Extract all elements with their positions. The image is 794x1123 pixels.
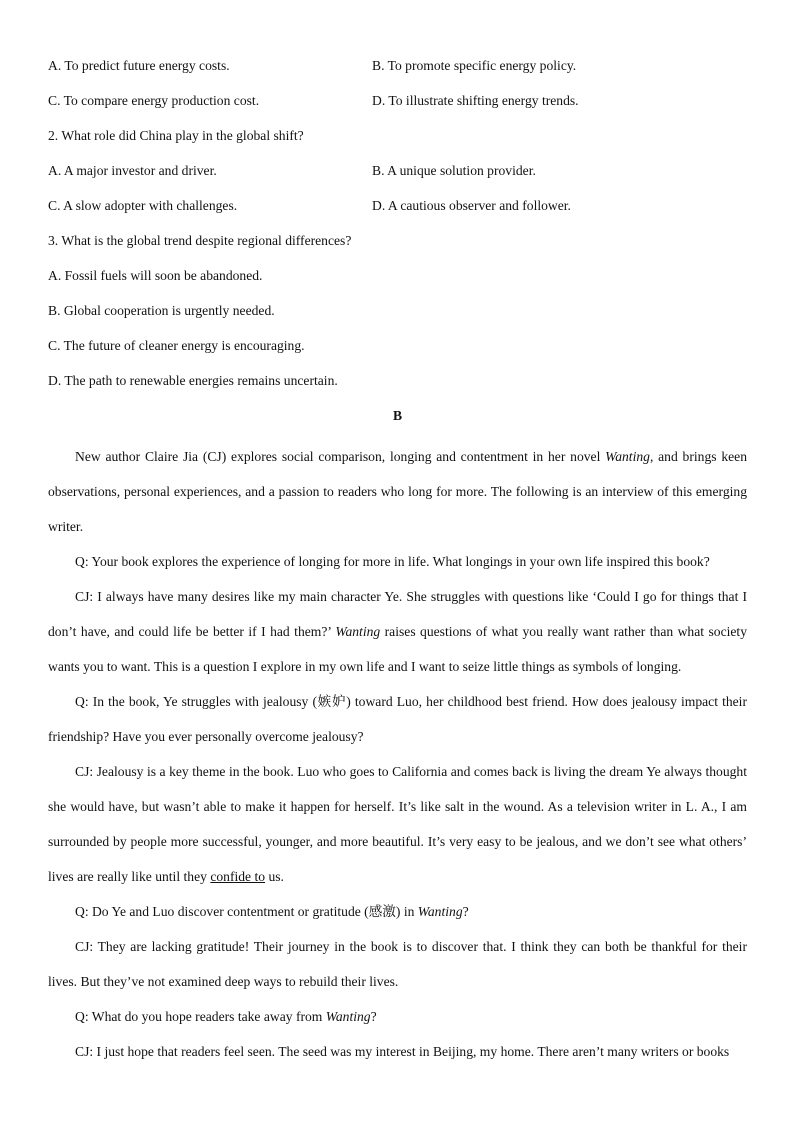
interview-question-3: Q: Do Ye and Luo discover contentment or gratitude (感激) in Wanting? (75, 904, 469, 919)
q1-option-d: D. To illustrate shifting energy trends. (372, 93, 579, 108)
interview-answer-4: CJ: I just hope that readers feel seen. The seed was my interest in Beijing, my home. There aren’t many writers or books (75, 1044, 730, 1059)
q3-option-b: B. Global cooperation is urgently needed. (48, 303, 275, 318)
q2-option-b: B. A unique solution provider. (372, 163, 536, 178)
section-heading: B (392, 408, 403, 423)
q1-option-a: A. To predict future energy costs. (48, 58, 230, 73)
q1-option-b: B. To promote specific energy policy. (372, 58, 577, 73)
intro-paragraph: New author Claire Jia (CJ) explores social comparison, longing and contentment in her novel Wanting, and brings keen observations, personal experiences, and a passion to readers who long for more. The following is an interview of this emerging writer. (48, 449, 747, 534)
q1-options-row-1 (48, 54, 747, 89)
interview-answer-3: CJ: They are lacking gratitude! Their journey in the book is to discover that. I think they can both be thankful for their lives. But they’ve not examined deep ways to rebuild their lives. (48, 939, 747, 989)
q1-option-c: C. To compare energy production cost. (48, 93, 260, 108)
q2-option-a: A. A major investor and driver. (48, 163, 217, 178)
q1-options-row-2 (48, 89, 747, 124)
q3-option-d: D. The path to renewable energies remains uncertain. (48, 373, 338, 388)
q2-options-row-2 (48, 194, 747, 229)
underlined-phrase: confide to (210, 869, 266, 884)
q2-option-d: D. A cautious observer and follower. (372, 198, 571, 213)
q2-stem: 2. What role did China play in the global shift? (48, 128, 304, 143)
interview-answer-1: CJ: I always have many desires like my main character Ye. She struggles with questions like ‘Could I go for things that I don’t have, and could life be better if I had them?’ Wanting raises questions of what you really want rather than what society wants you to want. This is a question I explore in my own life and I want to seize little things as symbols of longing. (48, 589, 747, 674)
q3-stem: 3. What is the global trend despite regional differences? (48, 233, 352, 248)
q3-option-a: A. Fossil fuels will soon be abandoned. (48, 268, 263, 283)
interview-question-4: Q: What do you hope readers take away from Wanting? (75, 1009, 377, 1024)
interview-question-2: Q: In the book, Ye struggles with jealousy (嫉妒) toward Luo, her childhood best friend. How does jealousy impact their friendship? Have you ever personally overcome jealousy? (48, 694, 747, 744)
exam-page (48, 54, 747, 1069)
interview-question-1: Q: Your book explores the experience of longing for more in life. What longings in your own life inspired this book? (75, 554, 710, 569)
interview-answer-2: CJ: Jealousy is a key theme in the book. Luo who goes to California and comes back is living the dream Ye always thought she would have, but wasn’t able to make it happen for herself. It’s like salt in the wound. As a television writer in L. A., I am surrounded by people more successful, younger, and more beautiful. It’s very easy to be jealous, and we don’t see what others’ lives are really like until they confide to us. (48, 764, 747, 884)
q3-option-c: C. The future of cleaner energy is encouraging. (48, 338, 305, 353)
q2-option-c: C. A slow adopter with challenges. (48, 198, 238, 213)
q2-options-row-1 (48, 159, 747, 194)
